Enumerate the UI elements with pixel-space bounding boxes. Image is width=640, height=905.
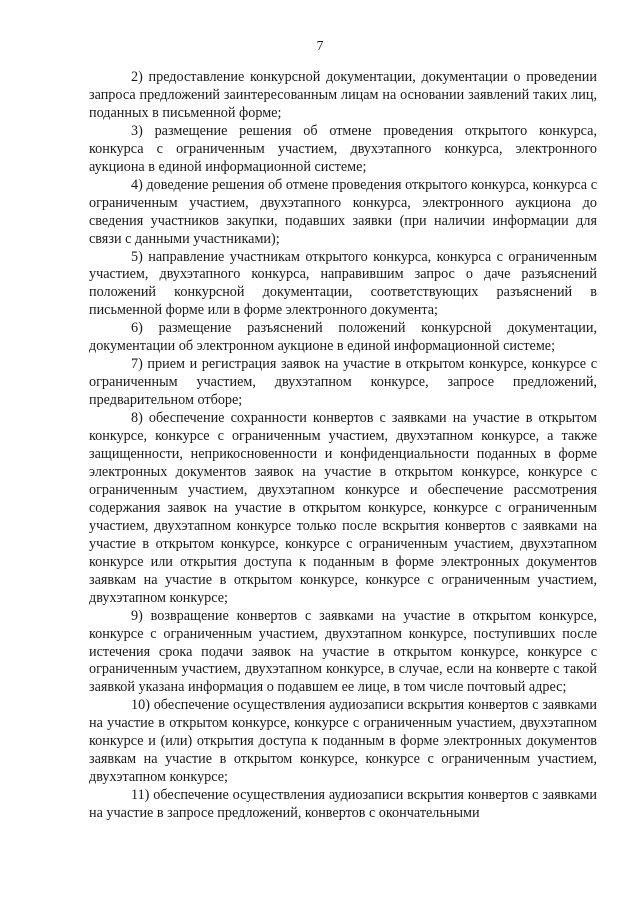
paragraph-item-11: 11) обеспечение осуществления аудиозаписи вскрытия конвертов с заявками на участие в запросе предложений, конвертов с окончательными — [89, 787, 597, 822]
paragraph-item-3: 3) размещение решения об отмене проведения открытого конкурса, конкурса с ограниченным участием, двухэтапного конкурса, электронного аукциона в единой информационной системе; — [89, 122, 597, 175]
paragraph-item-8: 8) обеспечение сохранности конвертов с заявками на участие в открытом конкурсе, конкурсе с ограниченным участием, двухэтапном конкурсе, а также защищенности, неприкосновенности и конфиденциальности поданных в форме электронных документов заявок на участие в открытом конкурсе, конкурсе с ограниченным участием, двухэтапном конкурсе и обеспечение рассмотрения содержания заявок на участие в открытом конкурсе, конкурсе с ограниченным участием, двухэтапном конкурсе только после вскрытия конвертов с заявками на участие в открытом конкурсе, конкурсе с ограниченным участием, двухэтапном конкурсе или открытия доступа к поданным в форме электронных документов заявкам на участие в открытом конкурсе, конкурсе с ограниченным участием, двухэтапном конкурсе; — [89, 410, 597, 606]
paragraph-item-5: 5) направление участникам открытого конкурса, конкурса с ограниченным участием, двухэтапного конкурса, направившим запрос о даче разъяснений положений конкурсной документации, соответствующих разъяснений в письменной форме или в форме электронного документа; — [89, 248, 597, 319]
paragraph-item-4: 4) доведение решения об отмене проведения открытого конкурса, конкурса с ограниченным участием, двухэтапного конкурса, электронного аукциона до сведения участников закупки, подавших заявки (при наличии информации для связи с данными участниками); — [89, 176, 597, 247]
paragraph-item-9: 9) возвращение конвертов с заявками на участие в открытом конкурсе, конкурсе с ограниченным участием, двухэтапном конкурсе, поступивших после истечения срока подачи заявок на участие в открытом конкурсе, конкурсе с ограниченным участием, двухэтапном конкурсе, в случае, если на конверте с такой заявкой указана информация о подавшем ее лице, в том числе почтовый адрес; — [89, 607, 597, 696]
paragraph-item-2: 2) предоставление конкурсной документации, документации о проведении запроса предложений заинтересованным лицам на основании заявлений таких лиц, поданных в письменной форме; — [89, 69, 597, 121]
paragraph-item-6: 6) размещение разъяснений положений конкурсной документации, документации об электронном аукционе в единой информационной системе; — [89, 320, 597, 355]
document-body — [89, 69, 597, 823]
paragraph-item-7: 7) прием и регистрация заявок на участие в открытом конкурсе, конкурсе с ограниченным участием, двухэтапном конкурсе, запросе предложений, предварительном отборе; — [89, 356, 597, 409]
paragraph-item-10: 10) обеспечение осуществления аудиозаписи вскрытия конвертов с заявками на участие в открытом конкурсе, конкурсе с ограниченным участием, двухэтапном конкурсе и (или) открытия доступа к поданным в форме электронных документов заявкам на участие в открытом конкурсе, конкурсе с ограниченным участием, двухэтапном конкурсе; — [89, 697, 597, 786]
page-number: 7 — [316, 38, 324, 53]
